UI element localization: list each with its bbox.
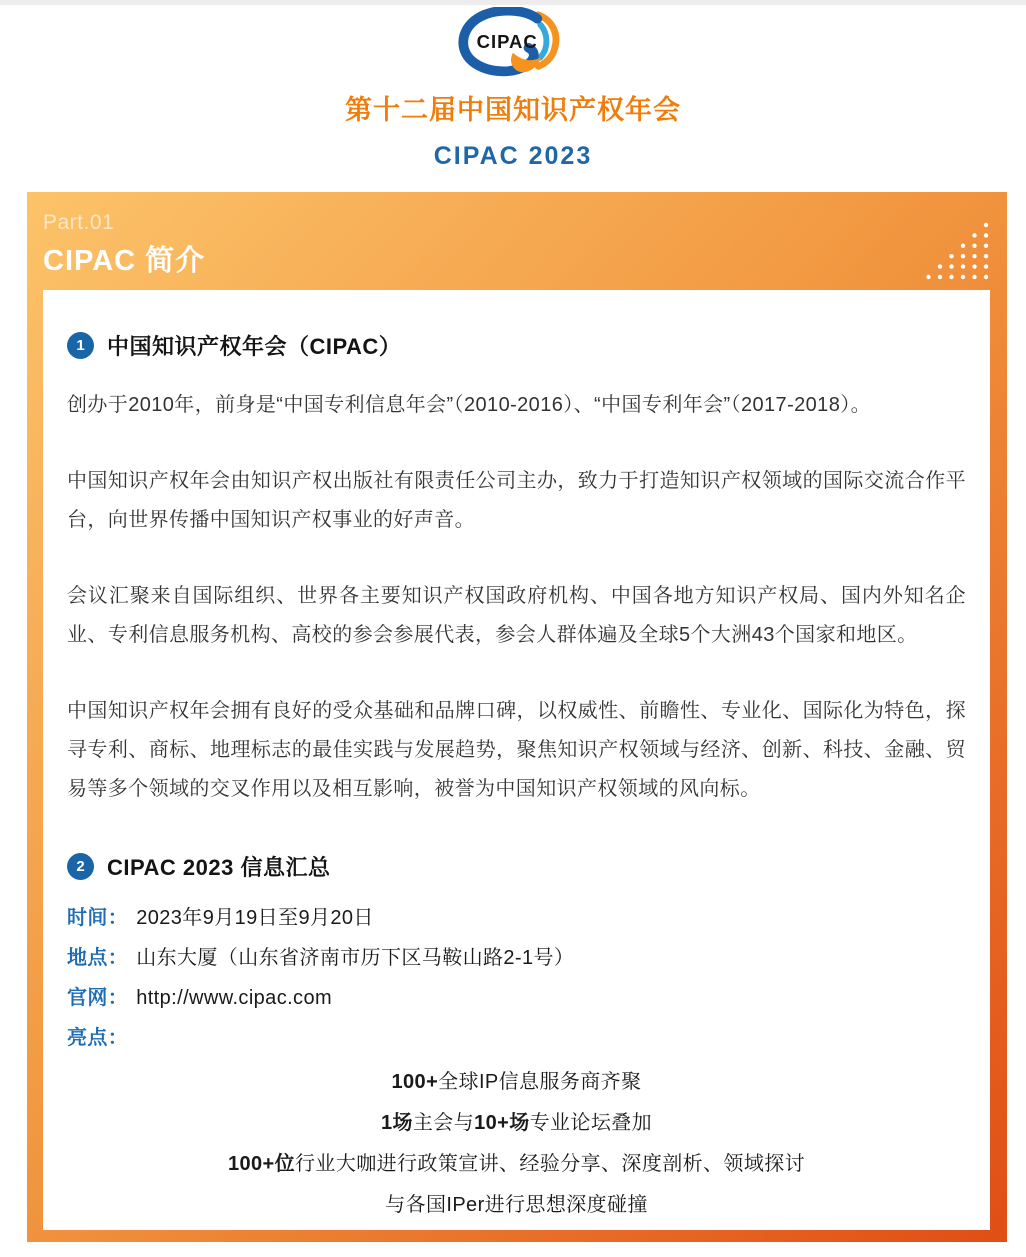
cipac-logo-icon <box>454 7 572 77</box>
highlight-line <box>67 1144 966 1185</box>
highlight-bold-segment: 100+位 <box>227 1153 296 1175</box>
highlight-bold-segment: 1场 <box>380 1112 413 1134</box>
page-title: 第十二届中国知识产权年会 <box>345 95 681 125</box>
info-list <box>67 898 966 1058</box>
page-subtitle: CIPAC 2023 <box>433 142 593 170</box>
number-badge-2: 2 <box>67 853 94 880</box>
highlight-line <box>67 1103 966 1144</box>
number-badge-1: 1 <box>67 332 94 359</box>
logo-text: CIPAC <box>476 30 538 52</box>
info-label: 时间： <box>67 907 129 929</box>
info-value: 山东大厦（山东省济南市历下区马鞍山路2-1号） <box>136 947 575 969</box>
highlight-segment: 专业论坛叠加 <box>529 1112 653 1134</box>
part-label: Part.01 <box>43 211 115 234</box>
highlight-line <box>67 1185 966 1226</box>
info-row <box>67 938 966 978</box>
content-card <box>43 290 990 1230</box>
body-paragraph: 中国知识产权年会由知识产权出版社有限责任公司主办，致力于打造知识产权领域的国际交流合作平台，向世界传播中国知识产权事业的好声音。 <box>67 470 966 531</box>
section1-paragraphs <box>67 386 966 809</box>
banner-title: CIPAC 简介 <box>43 245 206 277</box>
highlight-bold-segment: 100+ <box>391 1071 439 1093</box>
highlights-list <box>67 1062 966 1226</box>
body-paragraph: 中国知识产权年会拥有良好的受众基础和品牌口碑，以权威性、前瞻性、专业化、国际化为特色，探寻专利、商标、地理标志的最佳实践与发展趋势，聚焦知识产权领域与经济、创新、科技、金融、贸易等多个领域的交叉作用以及相互影响，被誉为中国知识产权领域的风向标。 <box>67 700 966 800</box>
section2-heading <box>67 851 966 882</box>
info-value: http://www.cipac.com <box>136 987 333 1009</box>
dots-decoration-icon <box>918 220 990 282</box>
section1-heading <box>67 330 966 361</box>
section1-title: 中国知识产权年会（CIPAC） <box>107 334 402 359</box>
section-panel <box>27 192 1007 1242</box>
info-row <box>67 978 966 1018</box>
info-label: 亮点： <box>67 1027 129 1049</box>
highlight-segment: 与各国IPer进行思想深度碰撞 <box>385 1194 648 1216</box>
info-row <box>67 898 966 938</box>
section2-title: CIPAC 2023 信息汇总 <box>107 855 331 880</box>
info-value: 2023年9月19日至9月20日 <box>136 907 374 929</box>
page-header <box>0 5 1026 171</box>
body-paragraph: 创办于2010年，前身是“中国专利信息年会”（2010-2016）、“中国专利年会”（2017-2018）。 <box>67 394 872 416</box>
info-row <box>67 1018 966 1058</box>
highlight-segment: 全球IP信息服务商齐聚 <box>438 1071 642 1093</box>
info-label: 官网： <box>67 987 129 1009</box>
section-banner <box>43 192 990 290</box>
highlight-bold-segment: 10+场 <box>474 1112 530 1134</box>
highlight-line <box>67 1062 966 1103</box>
info-label: 地点： <box>67 947 129 969</box>
body-paragraph: 会议汇聚来自国际组织、世界各主要知识产权国政府机构、中国各地方知识产权局、国内外知名企业、专利信息服务机构、高校的参会参展代表，参会人群体遍及全球5个大洲43个国家和地区。 <box>67 585 966 646</box>
highlight-segment: 行业大咖进行政策宣讲、经验分享、深度剖析、领域探讨 <box>295 1153 806 1175</box>
highlight-segment: 主会与 <box>412 1112 475 1134</box>
